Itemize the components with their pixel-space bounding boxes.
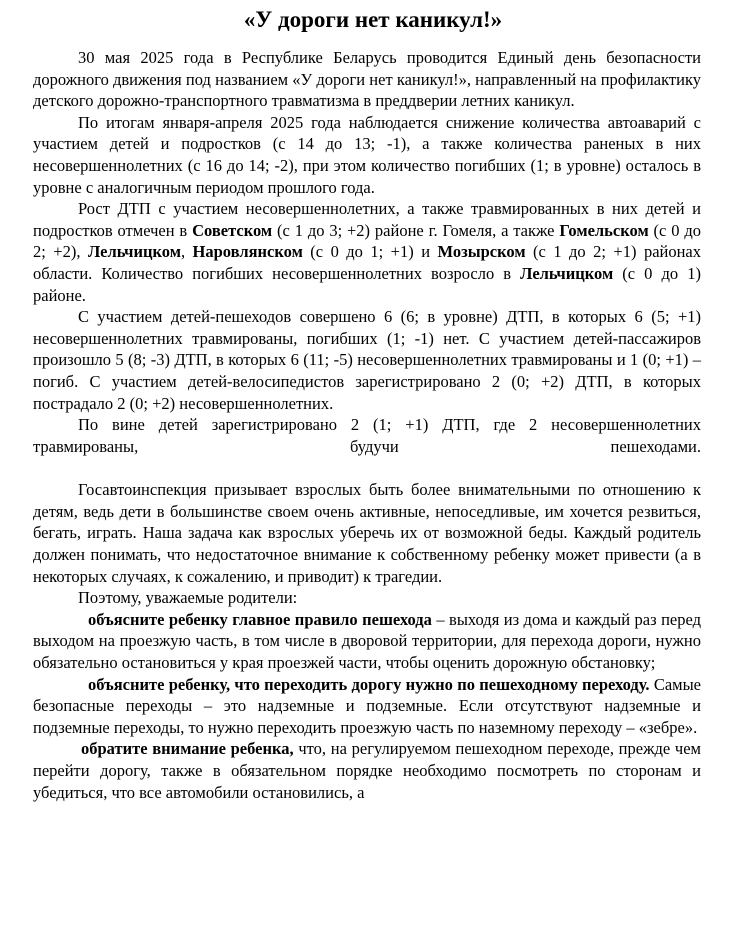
rule-text: – выходя из дома и каждый раз перед выходом на проезжую часть, в том числе в дворовой территории, для перехода дороги, нужно обязательно остановиться у края проезжей части, чтобы оценить дорожную обстановку; — [33, 609, 701, 673]
rule-heading: объясните ребенку главное правило пешехода — [88, 609, 432, 629]
rule-text: что, на регулируемом пешеходном переходе, прежде чем перейти дорогу, также в обязательном порядке необходимо посмотреть по сторонам и убедиться, что все автомобили остановились, а — [33, 739, 701, 802]
paragraph-categories: С участием детей-пешеходов совершено 6 (6; в уровне) ДТП, в которых 6 (5; +1) несовершеннолетних травмированы, погибших (1; -1) нет. С участием детей-пассажиров произошло 5 (8; -3) ДТП, в которых 6 (11; -5) несовершеннолетних травмированы и 1 (0; +1) – погиб. С участием детей-велосипедистов зарегистрировано 2 (0; +2) ДТП, в которых пострадало 2 (0; +2) несовершеннолетних. — [33, 307, 701, 413]
paragraph-intro: 30 мая 2025 года в Республике Беларусь проводится Единый день безопасности дорожного движения под названием «У дороги нет каникул!», направленный на профилактику детского дорожно-транспортного травматизма в преддверии летних каникул. — [33, 48, 701, 111]
paragraph-appeal: Госавтоинспекция призывает взрослых быть более внимательными по отношению к детям, ведь дети в большинстве своем очень активные, непоседливые, им хочется резвиться, бегать, играть. Наша задача как взрослых уберечь их от возможной беды. Каждый родитель должен понимать, что недостаточное внимание к собственному ребенку может привести (а в некоторых случаях, к сожалению, и приводит) к трагедии. — [33, 480, 701, 586]
text-segment: (с 0 до 1) районе. — [33, 263, 701, 305]
document-title: «У дороги нет каникул!» — [243, 7, 503, 32]
rule-regulated-crossing — [33, 738, 701, 803]
paragraph-child-fault: По вине детей зарегистрировано 2 (1; +1) ДТП, где 2 несовершеннолетних травмированы, будучи пешеходами. — [33, 415, 701, 456]
rule-heading: объясните ребенку, что переходить дорогу нужно по пешеходному переходу. — [88, 674, 650, 694]
text-segment: (с 0 до 1; +1) и — [302, 242, 438, 262]
text-segment: , — [180, 242, 193, 262]
district-lelchitsky-deaths: Лельчицком — [520, 263, 614, 283]
rule-text: Самые безопасные переходы – это надземные и подземные. Если отсутствуют надземные и подземные переходы, то нужно переходить проезжую часть по наземному переходу – «зебре». — [33, 674, 701, 737]
paragraph-districts — [33, 198, 701, 306]
document-page — [33, 6, 701, 803]
rule-main-pedestrian — [33, 609, 701, 674]
text-segment: (с 0 до 2; +2), — [33, 220, 701, 262]
district-gomelsky: Гомельском — [559, 220, 649, 240]
rule-crosswalk — [33, 674, 701, 739]
rule-heading: обратите внимание ребенка, — [81, 739, 294, 759]
text-segment: Рост ДТП с участием несовершеннолетних, а также травмированных в них детей и подростков отмечен в — [33, 199, 701, 240]
district-narovlyansky: Наровлянском — [192, 242, 303, 262]
paragraph-parents: Поэтому, уважаемые родители: — [78, 588, 298, 608]
district-mozyrsky: Мозырском — [437, 242, 526, 262]
district-sovetsky: Советском — [192, 220, 273, 240]
text-segment: (с 1 до 3; +2) районе г. Гомеля, а также — [272, 220, 560, 240]
paragraph-statistics: По итогам января-апреля 2025 года наблюдается снижение количества автоаварий с участием детей и подростков (с 14 до 13; -1), а также количества раненых в них несовершеннолетних (с 16 до 14; -2), при этом количество погибших (1; в уровне) осталось в уровне с аналогичным периодом прошлого года. — [33, 112, 701, 197]
text-segment: (с 1 до 2; +1) районах области. Количество погибших несовершеннолетних возросло в — [33, 242, 701, 283]
district-lelchitsky: Лельчицком — [87, 242, 181, 262]
